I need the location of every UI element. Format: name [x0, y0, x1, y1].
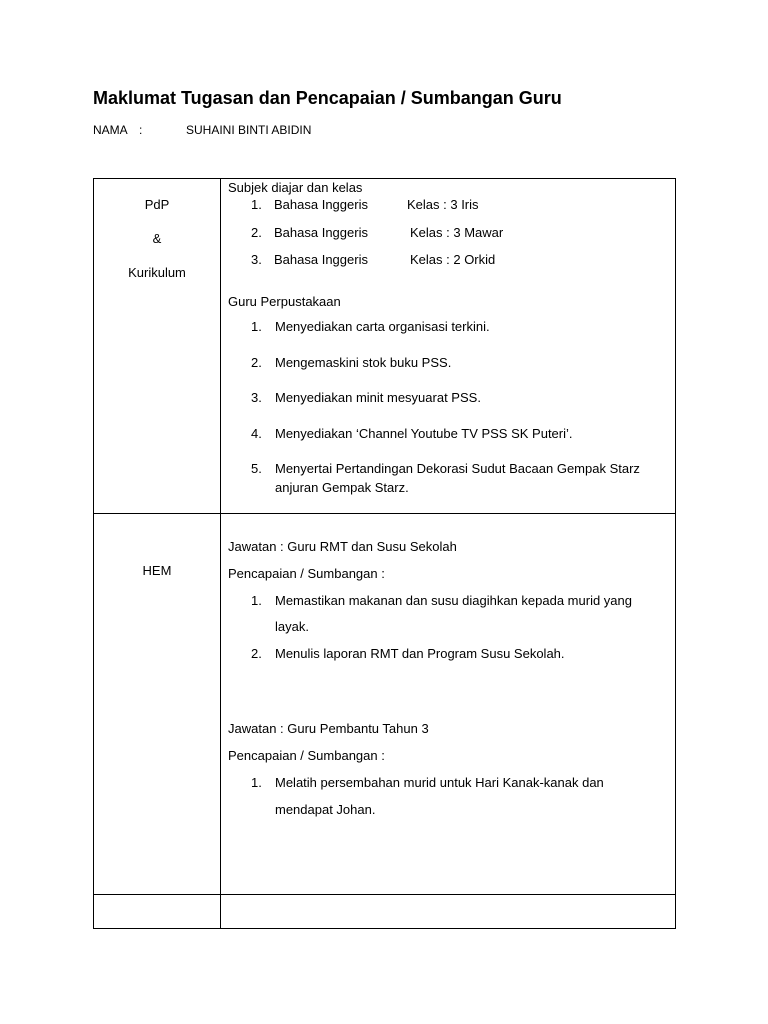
name-label: NAMA [93, 123, 128, 137]
subject-number: 1. [251, 197, 262, 212]
content-cell-pdp [221, 179, 676, 514]
post2-achievement-label: Pencapaian / Sumbangan : [228, 748, 385, 763]
category-cell-hem [94, 514, 221, 895]
post1-item-number: 1. [251, 593, 262, 608]
library-item: Menyediakan ‘Channel Youtube TV PSS SK Puteri’. [275, 426, 573, 441]
library-item: Menyediakan minit mesyuarat PSS. [275, 390, 481, 405]
post1-achievement-label: Pencapaian / Sumbangan : [228, 566, 385, 581]
library-item-number: 4. [251, 426, 262, 441]
post2-item: Melatih persembahan murid untuk Hari Kanak-kanak dan [275, 775, 604, 790]
library-item-number: 1. [251, 319, 262, 334]
empty-category-cell [94, 895, 221, 929]
library-item-number: 3. [251, 390, 262, 405]
library-item-number: 5. [251, 461, 262, 476]
category-label-kurikulum: Kurikulum [128, 265, 186, 280]
table-row-hem [94, 514, 676, 895]
table-row-pdp [94, 179, 676, 514]
post1-item: Memastikan makanan dan susu diagihkan kepada murid yang [275, 593, 632, 608]
document-title: Maklumat Tugasan dan Pencapaian / Sumbangan Guru [93, 88, 562, 108]
category-label-ampersand: & [152, 231, 162, 246]
subject-number: 3. [251, 252, 262, 267]
table-row-empty [94, 895, 676, 929]
post1-item-continuation: layak. [275, 619, 309, 634]
name-value: SUHAINI BINTI ABIDIN [186, 123, 312, 137]
post2-item-number: 1. [251, 775, 262, 790]
library-item: Menyertai Pertandingan Dekorasi Sudut Bacaan Gempak Starz [275, 461, 640, 476]
library-item-number: 2. [251, 355, 262, 370]
task-table [93, 178, 676, 929]
empty-content-cell [221, 895, 676, 929]
subjects-heading: Subjek diajar dan kelas [228, 180, 363, 195]
name-colon: : [139, 123, 143, 137]
library-item-continuation: anjuran Gempak Starz. [275, 480, 409, 495]
library-heading: Guru Perpustakaan [228, 294, 341, 309]
library-item: Menyediakan carta organisasi terkini. [275, 319, 490, 334]
post1-item-number: 2. [251, 646, 262, 661]
content-cell-hem [221, 514, 676, 895]
subject-class: Kelas : 3 Iris [407, 197, 479, 212]
post1-item: Menulis laporan RMT dan Program Susu Sekolah. [275, 646, 565, 661]
subject-number: 2. [251, 225, 262, 240]
subject-name: Bahasa Inggeris [274, 252, 368, 267]
subject-name: Bahasa Inggeris [274, 225, 368, 240]
subject-name: Bahasa Inggeris [274, 197, 368, 212]
category-label-pdp: PdP [144, 197, 170, 212]
category-label-hem: HEM [142, 563, 172, 578]
subject-class: Kelas : 2 Orkid [410, 252, 496, 267]
post2-title: Jawatan : Guru Pembantu Tahun 3 [228, 721, 429, 736]
post2-item-continuation: mendapat Johan. [275, 802, 376, 817]
post1-title: Jawatan : Guru RMT dan Susu Sekolah [228, 539, 457, 554]
subject-class: Kelas : 3 Mawar [410, 225, 504, 240]
category-cell-pdp [94, 179, 221, 514]
library-item: Mengemaskini stok buku PSS. [275, 355, 452, 370]
